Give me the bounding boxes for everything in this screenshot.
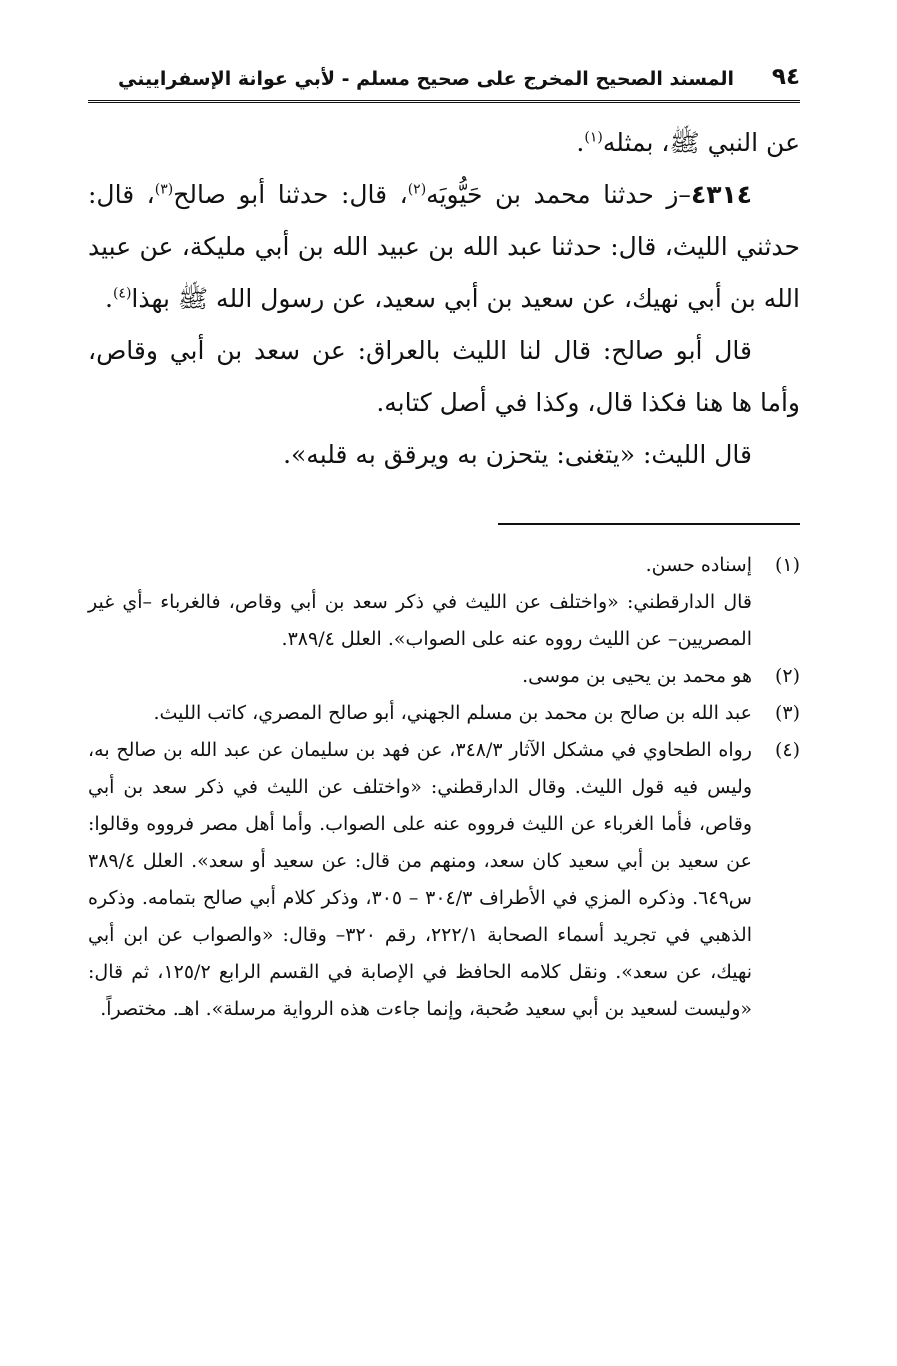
footnote-1: [88, 547, 800, 584]
footnote-ref-4[interactable]: (٤): [112, 285, 132, 302]
footnote-ref-2[interactable]: (٢): [407, 181, 427, 198]
page-number: ٩٤: [771, 64, 800, 90]
footnote-4-text: رواه الطحاوي في مشكل الآثار ٣٤٨/٣، عن فهد بن سليمان عن عبد الله بن صالح به، وليس فيه قول الليث. وقال الدارقطني: «واختلف عن الليث في ذكر سعد بن أبي وقاص، فأما الغرباء عن الليث فرووه عنه على الصواب. وأما أهل مصر فرووه وقالوا: عن سعيد بن أبي سعيد كان سعد، ومنهم من قال: عن سعيد أو سعد». العلل ٣٨٩/٤ س٦٤٩. وذكره المزي في الأطراف ٣٠٤/٣ – ٣٠٥، وذكر كلام أبي صالح بتمامه. وذكره الذهبي في تجريد أسماء الصحابة ٢٢٢/١، رقم ٣٢٠– وقال: «والصواب عن ابن أبي نهيك، عن سعد». ونقل كلامه الحافظ في الإصابة في القسم الرابع ١٢٥/٢، ثم قال: «وليست لسعيد بن أبي سعيد صُحبة، وإنما جاءت هذه الرواية مرسلة». اهـ. مختصراً.: [88, 739, 752, 1020]
footnote-4-mark: (٤): [774, 739, 800, 761]
footnote-4: [88, 732, 800, 1028]
footnote-ref-3[interactable]: (٣): [154, 181, 174, 198]
footnote-3: [88, 695, 800, 732]
footnote-2-text: هو محمد بن يحيى بن موسى.: [522, 665, 752, 687]
hadith-number: ٤٣١٤: [690, 180, 752, 209]
footnote-1-mark: (١): [774, 554, 800, 576]
laith-paragraph: قال الليث: «يتغنى: يتحزن به ويرقق به قلبه».: [283, 440, 752, 469]
footnote-1-continuation: قال الدارقطني: «واختلف عن الليث في ذكر سعد بن أبي وقاص، فالغرباء –أي غير المصريين– عن الليث رووه عنه على الصواب». العلل ٣٨٩/٤.: [88, 591, 752, 650]
footnote-ref-1[interactable]: (١): [584, 129, 603, 146]
continuation-line: عن النبي ﷺ، بمثله$^{(١)}$.: [576, 128, 800, 157]
footnote-1-text: إسناده حسن.: [645, 554, 752, 576]
running-title: المسند الصحيح المخرج على صحيح مسلم - لأبي عوانة الإسفراييني: [118, 68, 734, 90]
footnote-2: [88, 658, 800, 695]
abu-salih-paragraph: قال أبو صالح: قال لنا الليث بالعراق: عن سعد بن أبي وقاص، وأما ها هنا فكذا قال، وكذا في أصل كتابه.: [88, 336, 800, 417]
footnote-separator: [498, 523, 800, 525]
footnote-2-mark: (٢): [774, 665, 800, 687]
footnote-3-text: عبد الله بن صالح بن محمد بن مسلم الجهني، أبو صالح المصري، كاتب الليث.: [153, 702, 752, 724]
footnote-3-mark: (٣): [774, 702, 800, 724]
hadith-paragraph: ٤٣١٤–ز حدثنا محمد بن حَيُّويَه$^{(٢)}$، قال: حدثنا أبو صالح$^{(٣)}$، قال: حدثني الليث، قال: حدثنا عبد الله بن عبيد الله بن أبي مليكة، عن عبيد الله بن أبي نهيك، عن سعيد بن أبي سعيد، عن رسول الله ﷺ بهذا$^{(٤)}$.: [88, 180, 800, 313]
page-header: [88, 60, 800, 103]
book-page: [88, 60, 800, 1028]
main-text: [88, 117, 800, 481]
footnotes: [88, 547, 800, 1028]
